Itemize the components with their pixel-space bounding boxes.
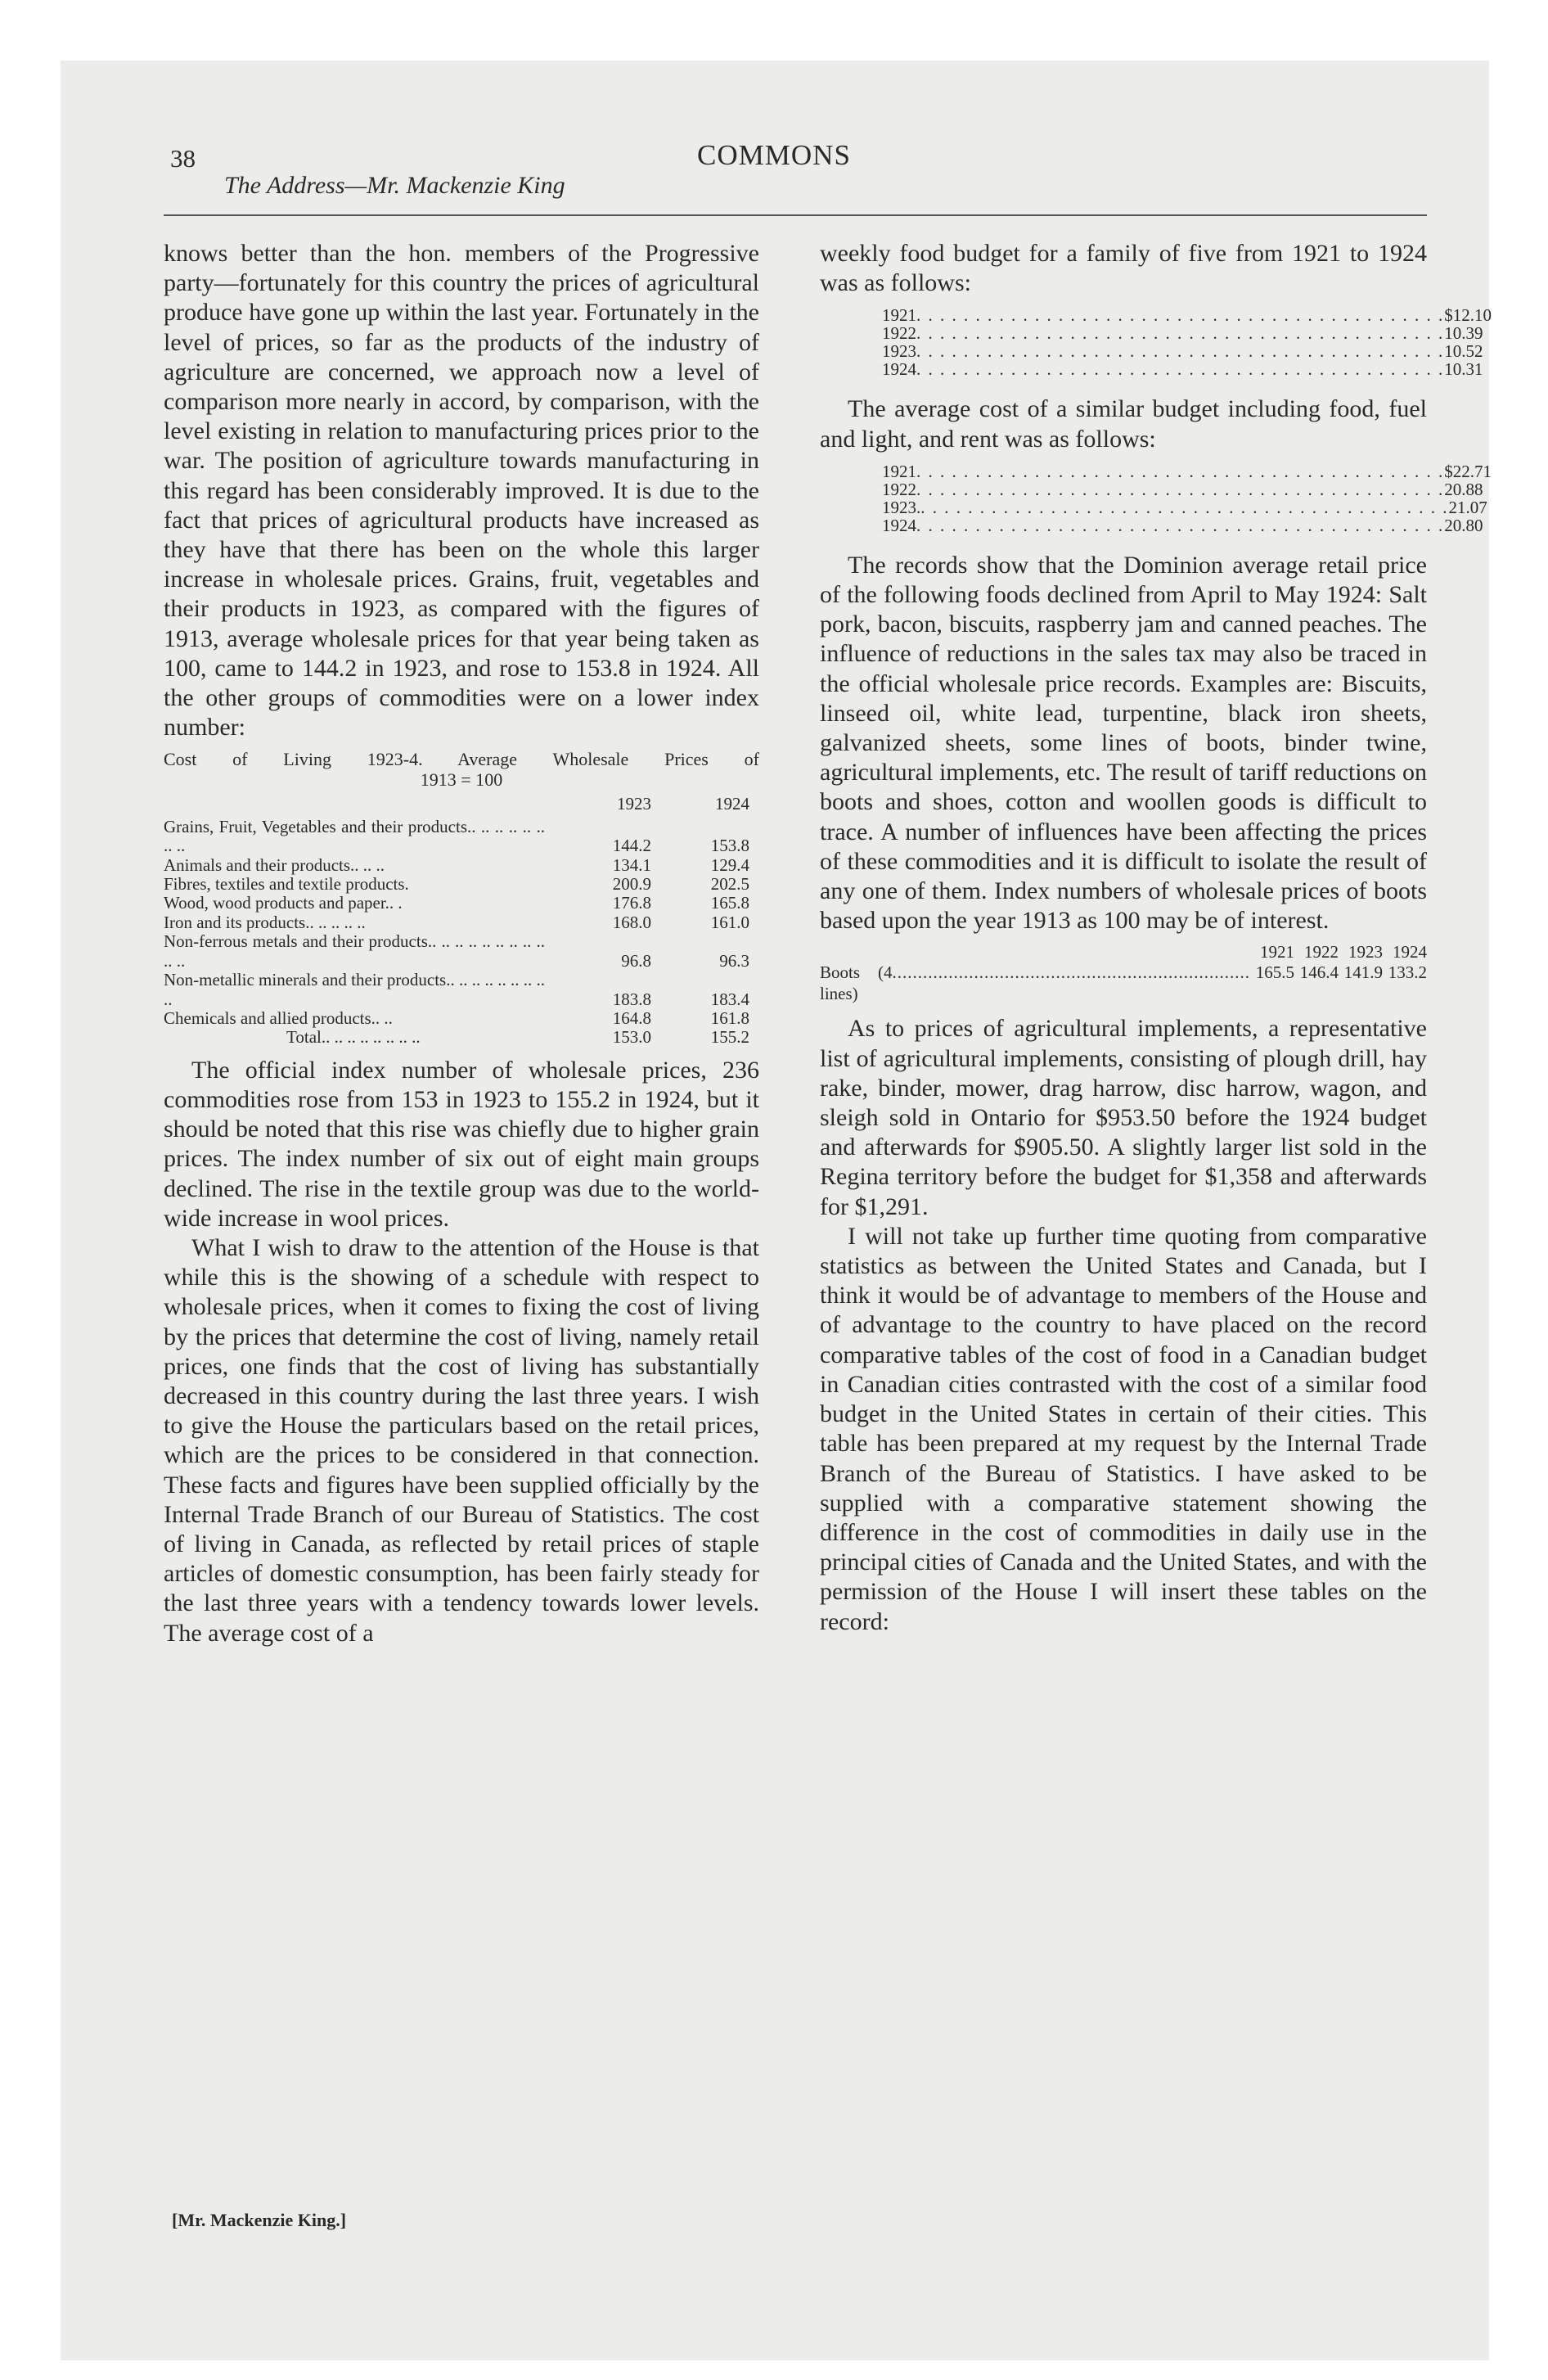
value-1923: 134.1: [612, 854, 651, 875]
value-1924: 183.4: [710, 989, 749, 1009]
value-1923: 183.8: [612, 989, 651, 1009]
full-budget-table: [882, 461, 1492, 535]
budget-value: 20.88: [1444, 479, 1483, 499]
table-header-spacer: [164, 795, 553, 814]
budget-value: $22.71: [1444, 461, 1492, 481]
budget-value: $12.10: [1444, 305, 1492, 326]
value-1923: 164.8: [612, 1007, 651, 1028]
budget-value: 20.80: [1444, 515, 1483, 535]
speaker-subhead: The Address—Mr. Mackenzie King: [224, 172, 565, 199]
table-caption-line: 1913 = 100: [420, 769, 503, 791]
boots-value: 133.2: [1388, 962, 1427, 983]
budget-year: 1921: [882, 305, 916, 326]
row-label: Wood, wood products and paper.. .: [164, 893, 403, 913]
paragraph: What I wish to draw to the attention of the House is that while this is the showing of a schedule with respect to wholesale prices, when it comes to fixing the cost of living by the prices that determine the cost of living, namely retail prices, one finds that the cost of living has substantially decreased in this country during the last three years. I wish to give the House the particulars based on the retail prices, which are the prices to be considered in that connection. These facts and figures have been supplied officially by the Internal Trade Branch of our Bureau of Statistics. The cost of living in Canada, as reflected by retail prices of staple articles of domestic consumption, has been fairly steady for the last three years with a tendency towards lower levels. The average cost of a: [164, 1233, 759, 1647]
row-label: Animals and their products.. .. ..: [164, 854, 385, 875]
budget-year: 1924: [882, 515, 916, 535]
value-1923: 96.8: [621, 950, 651, 971]
budget-year: 1923: [882, 341, 916, 362]
row-label: Non-metallic minerals and their products.. .. .. .. .. .. .. .. ..: [164, 970, 545, 1009]
boots-value: 141.9: [1343, 962, 1383, 983]
budget-value: 10.31: [1444, 359, 1483, 380]
budget-row: [882, 461, 1492, 481]
leader-dots: . . . . . . . . . . . . . . . . . . . . . . . . . . . . . . . . . . . . . . . . . . . . .: [916, 305, 1445, 326]
value-1924: 129.4: [710, 854, 749, 875]
total-1924: 155.2: [710, 1027, 749, 1048]
table-row: [164, 818, 759, 856]
value-1924: 96.3: [719, 950, 749, 971]
budget-year: 1922: [882, 479, 916, 499]
column-header: 1923: [617, 794, 651, 814]
value-1924: 153.8: [710, 836, 749, 856]
leader-dots: . . . . . . . . . . . . . . . . . . . . . . . . . . . . . . . . . . . . . . . . . . . . .: [916, 323, 1445, 344]
budget-row: [882, 341, 1483, 362]
budget-year: 1924: [882, 359, 916, 380]
boots-year: 1923: [1348, 942, 1383, 962]
table-row: [164, 913, 759, 932]
boots-year: 1924: [1393, 942, 1427, 962]
value-1924: 161.8: [710, 1007, 749, 1028]
budget-value: 21.07: [1448, 497, 1487, 517]
leader-dots: . . . . . . . . . . . . . . . . . . . . . . . . . . . . . . . . . . . . . . . . . . . . .: [920, 497, 1449, 517]
boots-value: 165.5: [1255, 962, 1294, 983]
value-1923: 176.8: [612, 893, 651, 913]
table-row: [164, 1009, 759, 1028]
table-total-row: [164, 1028, 759, 1047]
paragraph: The average cost of a similar budget including food, fuel and light, and rent was as follows:: [820, 395, 1427, 453]
paragraph: The records show that the Dominion average retail price of the following foods declined from April to May 1924: Salt pork, bacon, biscuits, raspberry jam and canned peaches. The influence of reductions in the sales tax may also be traced in the official wholesale price records. Examples are: Biscuits, linseed oil, white lead, turpentine, black iron sheets, galvanized sheets, some lines of boots, binder twine, agricultural implements, etc. The result of tariff reductions on boots and shoes, cotton and woollen goods is difficult to trace. A number of influences have been affecting the prices of these commodities and it is difficult to isolate the result of any one of them. Index numbers of wholesale prices of boots based upon the year 1913 as 100 may be of interest.: [820, 551, 1427, 935]
row-label: Grains, Fruit, Vegetables and their products.. .. .. .. .. .. .. ..: [164, 816, 545, 856]
page-number: 38: [170, 144, 196, 173]
leader-dots: . . . . . . . . . . . . . . . . . . . . . . . . . . . . . . . . . . . . . . . . . . . . .: [916, 359, 1445, 380]
wholesale-index-table: [164, 795, 759, 1047]
boots-year-labels: [1250, 942, 1427, 962]
value-1923: 168.0: [612, 912, 651, 932]
budget-row: [882, 515, 1483, 535]
budget-row: [882, 323, 1483, 344]
column-header: 1924: [715, 794, 749, 814]
leader-dots: ......................................................................: [892, 962, 1250, 983]
table-row: [164, 856, 759, 875]
table-row: [164, 875, 759, 894]
paragraph: As to prices of agricultural implements, a representative list of agricultural implements, consisting of plough drill, hay rake, binder, mower, drag harrow, disc harrow, wagon, and sleigh sold in Ontario for $953.50 before the 1924 budget and afterwards for $905.50. A slightly larger list sold in the Regina territory before the budget for $1,358 and afterwards for $1,291.: [820, 1015, 1427, 1220]
leader-dots: . . . . . . . . . . . . . . . . . . . . . . . . . . . . . . . . . . . . . . . . . . . . .: [916, 479, 1445, 499]
budget-value: 10.52: [1444, 341, 1483, 362]
value-1924: 165.8: [710, 893, 749, 913]
leader-dots: . . . . . . . . . . . . . . . . . . . . . . . . . . . . . . . . . . . . . . . . . . . . .: [916, 341, 1445, 362]
boots-year: 1922: [1304, 942, 1339, 962]
total-label: Total.. .. .. .. .. .. .. ..: [286, 1027, 421, 1048]
boots-label: Boots (4 lines): [820, 962, 893, 1004]
paragraph: knows better than the hon. members of the Progressive party—fortunately for this country the prices of agricultural produce have gone up within the last year. Fortunately in the level of prices, so far as the products of the industry of agriculture are concerned, we approach now a level of comparison more nearly in accord, by comparison, with the level existing in relation to manufacturing prices prior to the war. The position of agriculture towards manufacturing in this regard has been considerably improved. It is due to the fact that prices of agricultural products have increased as they have that there has been on the whole this larger increase in wholesale prices. Grains, fruit, vegetables and their products in 1923, as compared with the figures of 1913, average wholesale prices for that year being taken as 100, came to 144.2 in 1923, and rose to 153.8 in 1924. All the other groups of commodities were on a lower index number:: [164, 240, 759, 741]
value-1924: 161.0: [710, 912, 749, 932]
row-label: Chemicals and allied products.. ..: [164, 1007, 393, 1028]
left-column: [164, 239, 759, 1648]
budget-row: [882, 479, 1483, 499]
food-budget-table: [882, 305, 1492, 380]
table-header-row: [164, 795, 759, 814]
leader-dots: . . . . . . . . . . . . . . . . . . . . . . . . . . . . . . . . . . . . . . . . . . . . .: [916, 515, 1445, 535]
row-label: Fibres, textiles and textile products.: [164, 874, 409, 895]
table-row: [164, 971, 759, 1009]
budget-value: 10.39: [1444, 323, 1483, 344]
boots-index-row: [820, 962, 1427, 1004]
budget-year: 1921: [882, 461, 916, 481]
budget-row: [882, 359, 1483, 380]
budget-row: [882, 497, 1487, 517]
right-column: [820, 239, 1492, 1637]
boots-header-spacer: [820, 942, 1250, 962]
table-row: [164, 894, 759, 913]
table-caption: [164, 749, 759, 790]
budget-year: 1922: [882, 323, 916, 344]
paragraph: The official index number of wholesale prices, 236 commodities rose from 153 in 1923 to 155.2 in 1924, but it should be noted that this rise was chiefly due to higher grain prices. The index number of six out of eight main groups declined. The rise in the textile group was due to the world-wide increase in wool prices.: [164, 1056, 759, 1232]
table-caption-line: Cost of Living 1923-4. Average Wholesale Prices of: [164, 749, 759, 770]
paragraph: I will not take up further time quoting from comparative statistics as between the United States and Canada, but I think it would be of advantage to members of the House and of advantage to the country to have placed on the record comparative tables of the cost of food in a Canadian budget in Canadian cities contrasted with the cost of a similar food budget in the United States in certain of their cities. This table has been prepared at my request by the Internal Trade Branch of the Bureau of Statistics. I have asked to be supplied with a comparative statement showing the difference in the cost of commodities in daily use in the principal cities of Canada and the United States, and with the permission of the House I will insert these tables on the record:: [820, 1222, 1427, 1635]
row-label: Non-ferrous metals and their products.. .. .. .. .. .. .. .. .. .. ..: [164, 931, 545, 971]
value-1923: 144.2: [612, 836, 651, 856]
header-rule: [164, 214, 1427, 216]
budget-row: [882, 305, 1492, 326]
running-head: COMMONS: [697, 139, 851, 171]
value-1923: 200.9: [612, 874, 651, 895]
total-1923: 153.0: [612, 1027, 651, 1048]
boots-years-header: [820, 942, 1427, 962]
value-1924: 202.5: [710, 874, 749, 895]
row-label: Iron and its products.. .. .. .. ..: [164, 912, 366, 932]
budget-year: 1923.: [882, 497, 921, 517]
boots-value: 146.4: [1299, 962, 1339, 983]
table-row: [164, 932, 759, 971]
paragraph: weekly food budget for a family of five from 1921 to 1924 was as follows:: [820, 240, 1427, 297]
leader-dots: . . . . . . . . . . . . . . . . . . . . . . . . . . . . . . . . . . . . . . . . . . . . .: [916, 461, 1445, 481]
speaker-attribution: [Mr. Mackenzie King.]: [172, 2210, 347, 2230]
boots-year: 1921: [1260, 942, 1294, 962]
boots-values: [1250, 962, 1427, 1004]
